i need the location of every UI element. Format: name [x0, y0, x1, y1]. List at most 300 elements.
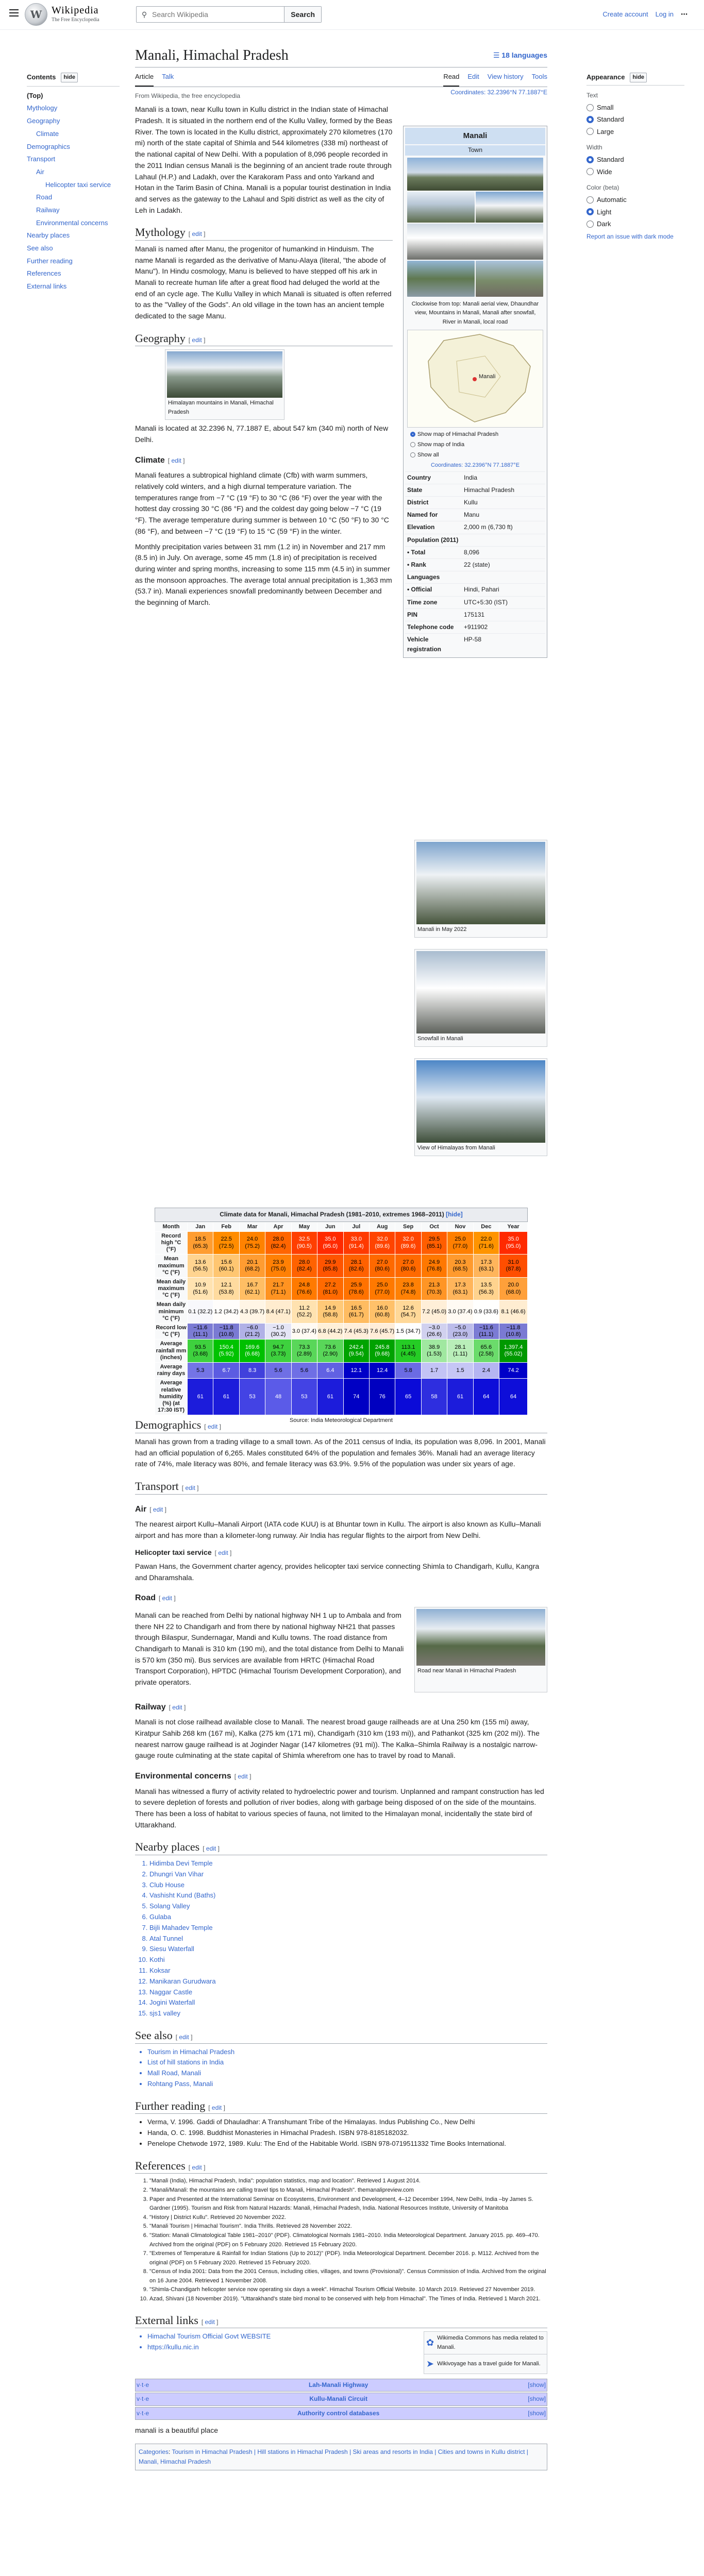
climate-cell: 35.0 (95.0) — [499, 1231, 528, 1255]
nearby-place[interactable]: 1. Hidimba Devi Temple — [149, 1858, 547, 1869]
climate-month-header: Month — [155, 1222, 188, 1231]
external-link[interactable]: • Himachal Tourism Official Govt WEBSITE — [147, 2331, 547, 2342]
user-links — [602, 9, 688, 20]
radio-icon — [410, 432, 415, 437]
climate-cell: −11.6 (11.1) — [473, 1324, 499, 1340]
page-title: Manali, Himachal Pradesh — [135, 46, 547, 67]
infobox-row — [405, 509, 545, 521]
reference-item: 5. "Manali Tourism | Himachal Tourism". India Thrills. Retrieved 28 November 2022. — [149, 2222, 547, 2231]
width-label: Width — [586, 144, 602, 151]
helicopter-paragraph: Pawan Hans, the Government charter agency, provides helicopter taxi service connecting Shimla to Chandigarh, Kullu, Kangra and Dharamshala. — [135, 1562, 540, 1582]
climate-paragraph-2: Monthly precipitation varies between 31 mm (1.2 in) in November and 217 mm (8.5 in) in July. On average, some 45 mm (1.8 in) of precipitation is received during winter and spring months, increasing to some 115 mm (4.5 in) in summer as the monsoon approaches. The average total annual precipitation is 1,363 mm (53.7 in). Manali experiences snowfall predominantly between December and the beginning of March. — [135, 542, 392, 606]
width-options — [586, 154, 684, 178]
geography-figure-caption: Himalayan mountains in Manali, Himachal Pradesh — [168, 400, 274, 415]
infobox-collage — [405, 156, 545, 299]
nearby-place[interactable]: 9. Siesu Waterfall — [149, 1944, 547, 1955]
infobox-row-value[interactable]: Himachal Pradesh — [464, 486, 515, 494]
toc-item[interactable]: Helicopter taxi service — [45, 180, 111, 189]
infobox-row — [405, 608, 545, 621]
reference-item: 3. Paper and Presented at the International Seminar on Ecosystems, Environment and Development, 4–12 December 1994, New Delhi, India –by James S. Gardner (1995). Tourism and Risk from Natural Hazards: Manali, Himachal Pradesh, India. National Resources Institute, University of Manitoba — [149, 2195, 547, 2213]
climate-cell: 64 — [499, 1379, 528, 1415]
edit-geography[interactable]: [ edit ] — [188, 336, 206, 344]
navbox-vte[interactable]: v·t·e — [137, 2395, 149, 2403]
heading-transport: Transport — [135, 1480, 179, 1493]
climate-cell: 16.7 (62.1) — [239, 1277, 265, 1300]
climate-cell: 22.0 (71.6) — [473, 1231, 499, 1255]
heading-demographics: Demographics — [135, 1418, 202, 1432]
infobox-row-value[interactable]: Kullu — [464, 499, 478, 506]
color-options — [586, 194, 684, 230]
climate-row-label: Mean daily maximum °C (°F) — [155, 1277, 188, 1300]
navbox-title[interactable]: Kullu-Manali Circuit — [309, 2395, 367, 2403]
infobox-row-value[interactable]: Manu — [464, 511, 480, 519]
appearance-option[interactable] — [586, 218, 684, 230]
climate-table-hide[interactable]: [hide] — [446, 1211, 463, 1218]
toc-item[interactable]: Transport — [27, 155, 56, 163]
table-of-contents — [27, 72, 120, 293]
infobox-row-key: • Total — [407, 548, 426, 556]
climate-cell: 12.4 — [369, 1362, 395, 1378]
further-reading-item: • Handa, O. C. 1998. Buddhist Monasteries in Himachal Pradesh. ISBN 978-8185182032. — [147, 2128, 547, 2139]
radio-icon — [586, 104, 594, 111]
climate-cell: −5.0 (23.0) — [447, 1324, 473, 1340]
climate-cell: 28.0 (82.4) — [291, 1255, 317, 1278]
nearby-place[interactable]: 2. Dhungri Van Vihar — [149, 1869, 547, 1880]
climate-cell: 58 — [421, 1379, 447, 1415]
climate-cell: 8.1 (46.6) — [499, 1300, 528, 1324]
manali-may-2022-photo[interactable] — [416, 842, 545, 924]
climate-row-label: Record high °C (°F) — [155, 1231, 188, 1255]
external-link[interactable]: • https://kullu.nic.in — [147, 2342, 547, 2353]
nearby-list — [149, 1858, 547, 2019]
infobox-row-value[interactable] — [464, 572, 543, 582]
report-dark-mode-link[interactable]: Report an issue with dark mode — [586, 233, 674, 241]
climate-month-header: Aug — [369, 1222, 395, 1231]
nearby-place[interactable]: 4. Vashisht Kund (Baths) — [149, 1890, 547, 1901]
climate-cell: 8.4 (47.1) — [265, 1300, 291, 1324]
climate-cell: 12.6 (54.7) — [395, 1300, 421, 1324]
page-tabs — [135, 69, 547, 87]
infobox-row-value[interactable] — [464, 535, 543, 545]
option-label: Large — [597, 127, 614, 135]
navbox — [135, 2407, 547, 2420]
infobox-subtitle: Town — [405, 145, 545, 155]
climate-cell: 24.0 (75.2) — [239, 1231, 265, 1255]
climate-cell: 150.4 (5.92) — [213, 1340, 239, 1363]
wikivoyage-icon: ➤ — [426, 2359, 434, 2369]
infobox-row-key: Population (2011) — [407, 536, 459, 544]
side-figure-caption-2: Snowfall in Manali — [417, 1036, 463, 1042]
climate-cell: 2.4 — [473, 1362, 499, 1378]
infobox-row-value[interactable]: 22 (state) — [464, 561, 490, 569]
log-in-link[interactable]: Log in — [655, 10, 674, 18]
climate-cell: 14.9 (58.8) — [317, 1300, 343, 1324]
infobox-row-key: • Official — [407, 586, 432, 594]
map-option[interactable] — [405, 430, 545, 440]
climate-cell: 33.0 (91.4) — [343, 1231, 369, 1255]
mountains-photo[interactable] — [476, 192, 543, 223]
closing-text: manali is a beautiful place — [135, 2426, 219, 2434]
article-body — [135, 104, 547, 2465]
infobox-row — [405, 521, 545, 533]
climate-cell: 20.0 (68.0) — [499, 1277, 528, 1300]
climate-cell: 64 — [473, 1379, 499, 1415]
himalayas-view-photo[interactable] — [416, 1060, 545, 1143]
infobox-row-value[interactable]: +911902 — [464, 623, 488, 631]
edit-air[interactable]: [ edit ] — [149, 1505, 166, 1513]
climate-cell: 35.0 (95.0) — [317, 1231, 343, 1255]
infobox-row-value[interactable]: 175131 — [464, 611, 485, 618]
edit-climate[interactable]: [ edit ] — [167, 456, 185, 464]
climate-cell: −3.0 (26.6) — [421, 1324, 447, 1340]
infobox-row — [405, 496, 545, 509]
tab-read[interactable]: Read — [443, 69, 459, 87]
climate-cell: 6.7 — [213, 1362, 239, 1378]
climate-cell: 1.5 (34.7) — [395, 1324, 421, 1340]
climate-cell: 93.5 (3.68) — [188, 1340, 213, 1363]
tagline: The Free Encyclopedia — [52, 17, 99, 23]
further-list — [147, 2117, 547, 2149]
environment-paragraph: Manali has witnessed a flurry of activity related to hydroelectric power and tourism. Unplanned and rampant construction has led to severe depletion of forests and pollution of river bodies, along with garbage being disposed of on the side of the mountains. There has been a loss of habitat to various species of fauna, not limited to the Himalayan monal, incidentally the state bird of Uttarakhand. — [135, 1787, 544, 1829]
toc-item[interactable]: Geography — [27, 117, 60, 125]
snowfall-manali-photo[interactable] — [416, 951, 545, 1033]
climate-cell: 32.5 (90.5) — [291, 1231, 317, 1255]
categories-list[interactable]: Tourism in Himachal Pradesh | Hill stations in Himachal Pradesh | Ski areas and resorts in India | Cities and towns in Kullu district | Manali, Himachal Pradesh — [139, 2448, 528, 2465]
nearby-place[interactable]: 10. Kothi — [149, 1955, 547, 1965]
edit-road[interactable]: [ edit ] — [159, 1595, 176, 1602]
tab-talk[interactable]: Talk — [162, 73, 174, 81]
infobox-row-key: • Rank — [407, 561, 426, 569]
climate-row-label: Mean daily minimum °C (°F) — [155, 1300, 188, 1324]
climate-cell: 5.6 — [265, 1362, 291, 1378]
climate-cell: 28.1 (82.6) — [343, 1255, 369, 1278]
see-also-item[interactable]: • List of hill stations in India — [147, 2057, 547, 2068]
local-road-photo[interactable] — [476, 261, 543, 297]
climate-cell: 1.5 — [447, 1362, 473, 1378]
further-reading-item: • Penelope Chetwode 1972, 1989. Kulu: The End of the Habitable World. ISBN 978-0719511332 Time Books International. — [147, 2139, 547, 2149]
heading-further: Further reading — [135, 2099, 206, 2112]
map-option[interactable] — [405, 440, 545, 450]
climate-cell: 27.0 (80.6) — [369, 1255, 395, 1278]
search-icon: ⚲ — [141, 10, 147, 19]
nearby-place[interactable]: 7. Bijli Mahadev Temple — [149, 1923, 547, 1934]
heading-see-also: See also — [135, 2029, 173, 2042]
infobox-row — [405, 484, 545, 496]
infobox-coordinates[interactable]: Coordinates: 32.2396°N 77.1887°E — [430, 462, 520, 469]
nearby-place[interactable]: 12. Manikaran Gurudwara — [149, 1976, 547, 1987]
tab-tools[interactable]: Tools — [531, 73, 547, 81]
commons-box — [424, 2331, 547, 2354]
infobox-row-value[interactable]: 2,000 m (6,730 ft) — [464, 523, 513, 531]
toc-item[interactable]: Mythology — [27, 104, 58, 112]
categories-label[interactable]: Categories — [139, 2448, 169, 2455]
climate-cell: 24.8 (76.6) — [291, 1277, 317, 1300]
appearance-option[interactable] — [586, 206, 684, 218]
infobox-caption: Clockwise from top: Manali aerial view, Dhaundhar view, Mountains in Manali, Manali after snowfall, River in Manali, local road — [411, 300, 539, 325]
aerial-view-photo[interactable] — [407, 158, 543, 191]
edit-references[interactable]: [ edit ] — [188, 2163, 206, 2171]
intro-paragraph: Manali is a town, near Kullu town in Kullu district in the Indian state of Himachal Pradesh. It is situated in the northern end of the Kullu Valley, formed by the Beas River. The town is located in the Kullu district, approximately 270 kilometres (170 mi) north of the state capital of Shimla and 544 kilometres (338 mi) northeast of the national capital of New Delhi. With a population of 8,096 people recorded in the 2011 Indian census Manali is the beginning of an ancient trade route through Lahaul (H.P.) and Ladakh, over the Karakoram Pass and onto Yarkand and Hotan in the Tarim Basin of China. Manali is a popular tourist destination in India and serves as the gateway to the Lahaul and Spiti district as well as the city of Leh in Ladakh. — [135, 105, 393, 214]
climate-row-label: Average rainfall mm (inches) — [155, 1340, 188, 1363]
toc-item[interactable]: Demographics — [27, 142, 70, 150]
infobox-row-value[interactable]: HP-58 — [464, 636, 482, 643]
color-label: Color (beta) — [586, 184, 619, 192]
climate-cell: 20.1 (68.2) — [239, 1255, 265, 1278]
reference-item: 4. "History | District Kullu". Retrieved 20 November 2022. — [149, 2213, 547, 2223]
side-figure-himalayas — [414, 1058, 547, 1156]
language-count: 18 languages — [501, 51, 547, 59]
map-option[interactable] — [405, 450, 545, 461]
climate-cell: 29.9 (85.8) — [317, 1255, 343, 1278]
climate-cell: 73.6 (2.90) — [317, 1340, 343, 1363]
navbox — [135, 2379, 547, 2392]
toc-item[interactable]: Nearby places — [27, 231, 70, 240]
appearance-option[interactable] — [586, 126, 684, 138]
infobox-row — [405, 621, 545, 633]
climate-row-label: Average rainy days — [155, 1362, 188, 1378]
edit-see-also[interactable]: [ edit ] — [175, 2033, 193, 2041]
locator-map[interactable] — [407, 330, 543, 428]
nearby-place[interactable]: 14. Jogini Waterfall — [149, 1997, 547, 2008]
tab-article[interactable]: Article — [135, 69, 154, 87]
appearance-option[interactable] — [586, 101, 684, 113]
navbox-title[interactable]: Authority control databases — [297, 2409, 380, 2417]
climate-cell: 1.2 (34.2) — [213, 1300, 239, 1324]
climate-cell: 242.4 (9.54) — [343, 1340, 369, 1363]
appearance-option[interactable] — [586, 154, 684, 165]
infobox-row — [405, 571, 545, 583]
lower-article — [135, 1409, 547, 2470]
search-box — [136, 6, 322, 23]
climate-cell: 25.9 (78.6) — [343, 1277, 369, 1300]
climate-cell: 8.3 — [239, 1362, 265, 1378]
wikivoyage-text[interactable]: Wikivoyage has a travel guide for Manali. — [437, 2360, 541, 2367]
climate-cell: 0.1 (32.2) — [188, 1300, 213, 1324]
toc-item[interactable]: (Top) — [27, 91, 43, 99]
tab-view-history[interactable]: View history — [487, 73, 524, 81]
edit-external[interactable]: [ edit ] — [201, 2318, 219, 2326]
toc-item[interactable]: External links — [27, 282, 67, 291]
wikipedia-logo[interactable] — [25, 3, 99, 26]
commons-icon: ✿ — [426, 2337, 434, 2348]
toc-title: Contents — [27, 73, 56, 81]
climate-cell: 94.7 (3.73) — [265, 1340, 291, 1363]
coordinates-top[interactable]: Coordinates: 32.2396°N 77.1887°E — [450, 89, 547, 96]
tabs-right — [443, 69, 547, 87]
climate-month-header: Mar — [239, 1222, 265, 1231]
climate-cell: 27.0 (80.6) — [395, 1255, 421, 1278]
navbox-vte[interactable]: v·t·e — [137, 2409, 149, 2417]
toc-item[interactable]: See also — [27, 244, 53, 252]
navbox-show[interactable]: [show] — [528, 2409, 546, 2417]
infobox-row-value[interactable]: UTC+5:30 (IST) — [464, 598, 508, 606]
toc-item[interactable]: Climate — [36, 129, 59, 138]
climate-table-title-text: Climate data for Manali, Himachal Pradesh (1981–2010, extremes 1968–2011) — [220, 1211, 444, 1218]
further-reading-item: • Verma, V. 1996. Gaddi of Dhauladhar: A Transhumant Tribe of the Himalayas. Indus Publishing Co., New Delhi — [147, 2117, 547, 2128]
heading-helicopter: Helicopter taxi service — [135, 1548, 212, 1556]
main-menu-icon[interactable] — [8, 7, 20, 19]
snowfall-photo[interactable] — [407, 224, 543, 260]
infobox-row-value[interactable]: 8,096 — [464, 548, 480, 556]
toc-item[interactable]: Further reading — [27, 257, 73, 265]
climate-cell: 18.5 (65.3) — [188, 1231, 213, 1255]
climate-cell: 20.3 (68.5) — [447, 1255, 473, 1278]
nearby-place[interactable]: 6. Gulaba — [149, 1912, 547, 1923]
toc-item[interactable]: Air — [36, 167, 44, 176]
toc-list — [27, 90, 120, 293]
road-figure — [414, 1607, 547, 1692]
climate-cell: 113.1 (4.45) — [395, 1340, 421, 1363]
infobox-rows — [405, 471, 545, 656]
air-paragraph: The nearest airport Kullu–Manali Airport (IATA code KUU) is at Bhuntar town in Kullu. The airport is also known as Kullu–Manali airport and has more than a kilometer-long runway. Air India has regular flights to the airport from New Delhi. — [135, 1520, 541, 1539]
infobox-row-key: Vehicle registration — [407, 636, 442, 653]
nearby-place[interactable]: 11. Koksar — [149, 1965, 547, 1976]
climate-cell: 5.6 — [291, 1362, 317, 1378]
climate-row — [155, 1362, 528, 1378]
geography-paragraph: Manali is located at 32.2396 N, 77.1887 E, about 547 km (340 mi) north of New Delhi. — [135, 424, 389, 444]
search-button[interactable]: Search — [284, 7, 321, 22]
climate-row — [155, 1324, 528, 1340]
create-account-link[interactable]: Create account — [602, 10, 648, 18]
climate-month-header: Dec — [473, 1222, 499, 1231]
climate-cell: 16.0 (60.8) — [369, 1300, 395, 1324]
climate-cell: 245.8 (9.68) — [369, 1340, 395, 1363]
climate-cell: 24.9 (76.8) — [421, 1255, 447, 1278]
climate-month-header: Jan — [188, 1222, 213, 1231]
climate-month-header: Jul — [343, 1222, 369, 1231]
infobox-row-value[interactable]: Hindi, Pahari — [464, 586, 499, 594]
climate-month-header: Sep — [395, 1222, 421, 1231]
toc-hide-button[interactable]: hide — [61, 73, 78, 83]
tabs-left — [135, 69, 174, 87]
navbox-title[interactable]: Lah-Manali Highway — [308, 2381, 368, 2389]
heading-road: Road — [135, 1594, 156, 1603]
map-marker — [473, 377, 477, 381]
climate-cell: 28.1 (1.11) — [447, 1340, 473, 1363]
climate-cell: 3.0 (37.4) — [447, 1300, 473, 1324]
river-photo[interactable] — [407, 261, 475, 297]
nearby-place[interactable]: 15. sjs1 valley — [149, 2008, 547, 2019]
climate-cell: 32.0 (89.6) — [369, 1231, 395, 1255]
reference-item: 8. "Census of India 2001: Data from the 2001 Census, including cities, villages, and towns (Provisional)". Census Commission of India. Archived from the original on 16 June 2004. Retrieved 1 November 2008. — [149, 2267, 547, 2285]
climate-row-label: Record low °C (°F) — [155, 1324, 188, 1340]
see-also-item[interactable]: • Mall Road, Manali — [147, 2068, 547, 2079]
climate-cell: 17.3 (63.1) — [447, 1277, 473, 1300]
dhaundhar-photo[interactable] — [407, 192, 475, 223]
edit-railway[interactable]: [ edit ] — [169, 1703, 186, 1711]
climate-header-row — [155, 1222, 528, 1231]
climate-cell: 27.2 (81.0) — [317, 1277, 343, 1300]
climate-cell: −11.6 (11.1) — [188, 1324, 213, 1340]
user-menu-icon[interactable]: ⋯ — [681, 10, 688, 18]
appearance-option[interactable] — [586, 113, 684, 125]
climate-cell: 16.5 (61.7) — [343, 1300, 369, 1324]
infobox-row-key: PIN — [407, 611, 418, 618]
edit-further[interactable]: [ edit ] — [208, 2104, 225, 2111]
commons-text[interactable]: Wikimedia Commons has media related to Manali. — [437, 2335, 544, 2350]
climate-cell: 1,397.4 (55.02) — [499, 1340, 528, 1363]
toc-item[interactable]: References — [27, 269, 61, 278]
navbox-show[interactable]: [show] — [528, 2381, 546, 2389]
nearby-place[interactable]: 13. Naggar Castle — [149, 1987, 547, 1998]
infobox-row — [405, 596, 545, 608]
climate-month-header: Feb — [213, 1222, 239, 1231]
nearby-place[interactable]: 5. Solang Valley — [149, 1901, 547, 1912]
tab-edit[interactable]: Edit — [467, 73, 479, 81]
search-input[interactable] — [152, 10, 284, 19]
climate-cell: −11.8 (10.8) — [499, 1324, 528, 1340]
from-wikipedia: From Wikipedia, the free encyclopedia — [135, 92, 241, 100]
climate-source: Source: India Meteorological Department — [290, 1417, 393, 1424]
references-list — [149, 2177, 547, 2303]
globe-icon: W — [25, 3, 47, 26]
appearance-option[interactable] — [586, 166, 684, 178]
climate-cell: 13.6 (56.5) — [188, 1255, 213, 1278]
navbox-header — [136, 2408, 547, 2419]
toc-item[interactable]: Environmental concerns — [36, 218, 108, 227]
road-photo[interactable] — [416, 1609, 545, 1666]
appearance-option[interactable] — [586, 194, 684, 206]
climate-row-label: Average relative humidity (%) (at 17:30 IST) — [155, 1379, 188, 1415]
infobox-row — [405, 534, 545, 546]
edit-nearby[interactable]: [ edit ] — [203, 1845, 220, 1853]
edit-environment[interactable]: [ edit ] — [234, 1773, 252, 1781]
climate-cell: 53 — [291, 1379, 317, 1415]
toc-item[interactable]: Railway — [36, 206, 60, 214]
nearby-place[interactable]: 3. Club House — [149, 1880, 547, 1891]
himalayan-mountains-photo[interactable] — [167, 351, 282, 398]
navboxes — [135, 2379, 547, 2420]
edit-transport[interactable]: [ edit ] — [181, 1484, 199, 1492]
option-label: Small — [597, 103, 614, 111]
edit-helicopter[interactable]: [ edit ] — [214, 1549, 232, 1556]
map-option-label: Show map of India — [417, 441, 465, 448]
climate-cell: 17.3 (63.1) — [473, 1255, 499, 1278]
see-also-item[interactable]: • Tourism in Himachal Pradesh — [147, 2047, 547, 2058]
infobox-row-value[interactable]: India — [464, 473, 478, 481]
heading-external: External links — [135, 2313, 198, 2327]
edit-demographics[interactable]: [ edit ] — [204, 1423, 221, 1431]
wordmark: Wikipedia — [52, 5, 99, 16]
heading-references: References — [135, 2159, 186, 2172]
nearby-place[interactable]: 8. Atal Tunnel — [149, 1934, 547, 1944]
climate-cell: 76 — [369, 1379, 395, 1415]
option-label: Standard — [597, 156, 624, 164]
toc-item[interactable]: Road — [36, 193, 53, 201]
infobox-row-key: Telephone code — [407, 623, 454, 631]
radio-icon — [410, 442, 415, 447]
navbox-vte[interactable]: v·t·e — [137, 2381, 149, 2389]
see-also-item[interactable]: • Rohtang Pass, Manali — [147, 2079, 547, 2090]
climate-cell: 7.4 (45.3) — [343, 1324, 369, 1340]
navbox-show[interactable]: [show] — [528, 2395, 546, 2403]
climate-cell: 21.3 (70.3) — [421, 1277, 447, 1300]
infobox-row-key: Country — [407, 473, 431, 481]
side-figure-caption-3: View of Himalayas from Manali — [417, 1145, 495, 1151]
edit-mythology[interactable]: [ edit ] — [188, 230, 206, 238]
climate-cell: 74 — [343, 1379, 369, 1415]
option-label: Light — [597, 208, 612, 216]
climate-cell: 13.5 (56.3) — [473, 1277, 499, 1300]
radio-icon — [586, 128, 594, 135]
climate-cell: 29.5 (85.1) — [421, 1231, 447, 1255]
road-paragraph: Manali can be reached from Delhi by national highway NH 1 up to Ambala and from there NH 22 to Chandigarh and from there by national highway NH21 that passes through Bilaspur, Sundernagar, Mandi and Kullu towns. The road distance from Chandigarh to Manali is 310 km (190 mi), and the total distance from Delhi to Manali is 570 km (350 mi). Bus services are available from HRTC (Himachal Road Transport Corporation), HPTDC (Himachal Tourism Development Corporation), and private operators. — [135, 1611, 404, 1687]
climate-cell: 53 — [239, 1379, 265, 1415]
appearance-hide-button[interactable]: hide — [630, 73, 647, 83]
language-button[interactable]: ☰ 18 languages — [493, 51, 547, 59]
climate-cell: 21.7 (71.1) — [265, 1277, 291, 1300]
climate-table-title — [155, 1208, 528, 1222]
